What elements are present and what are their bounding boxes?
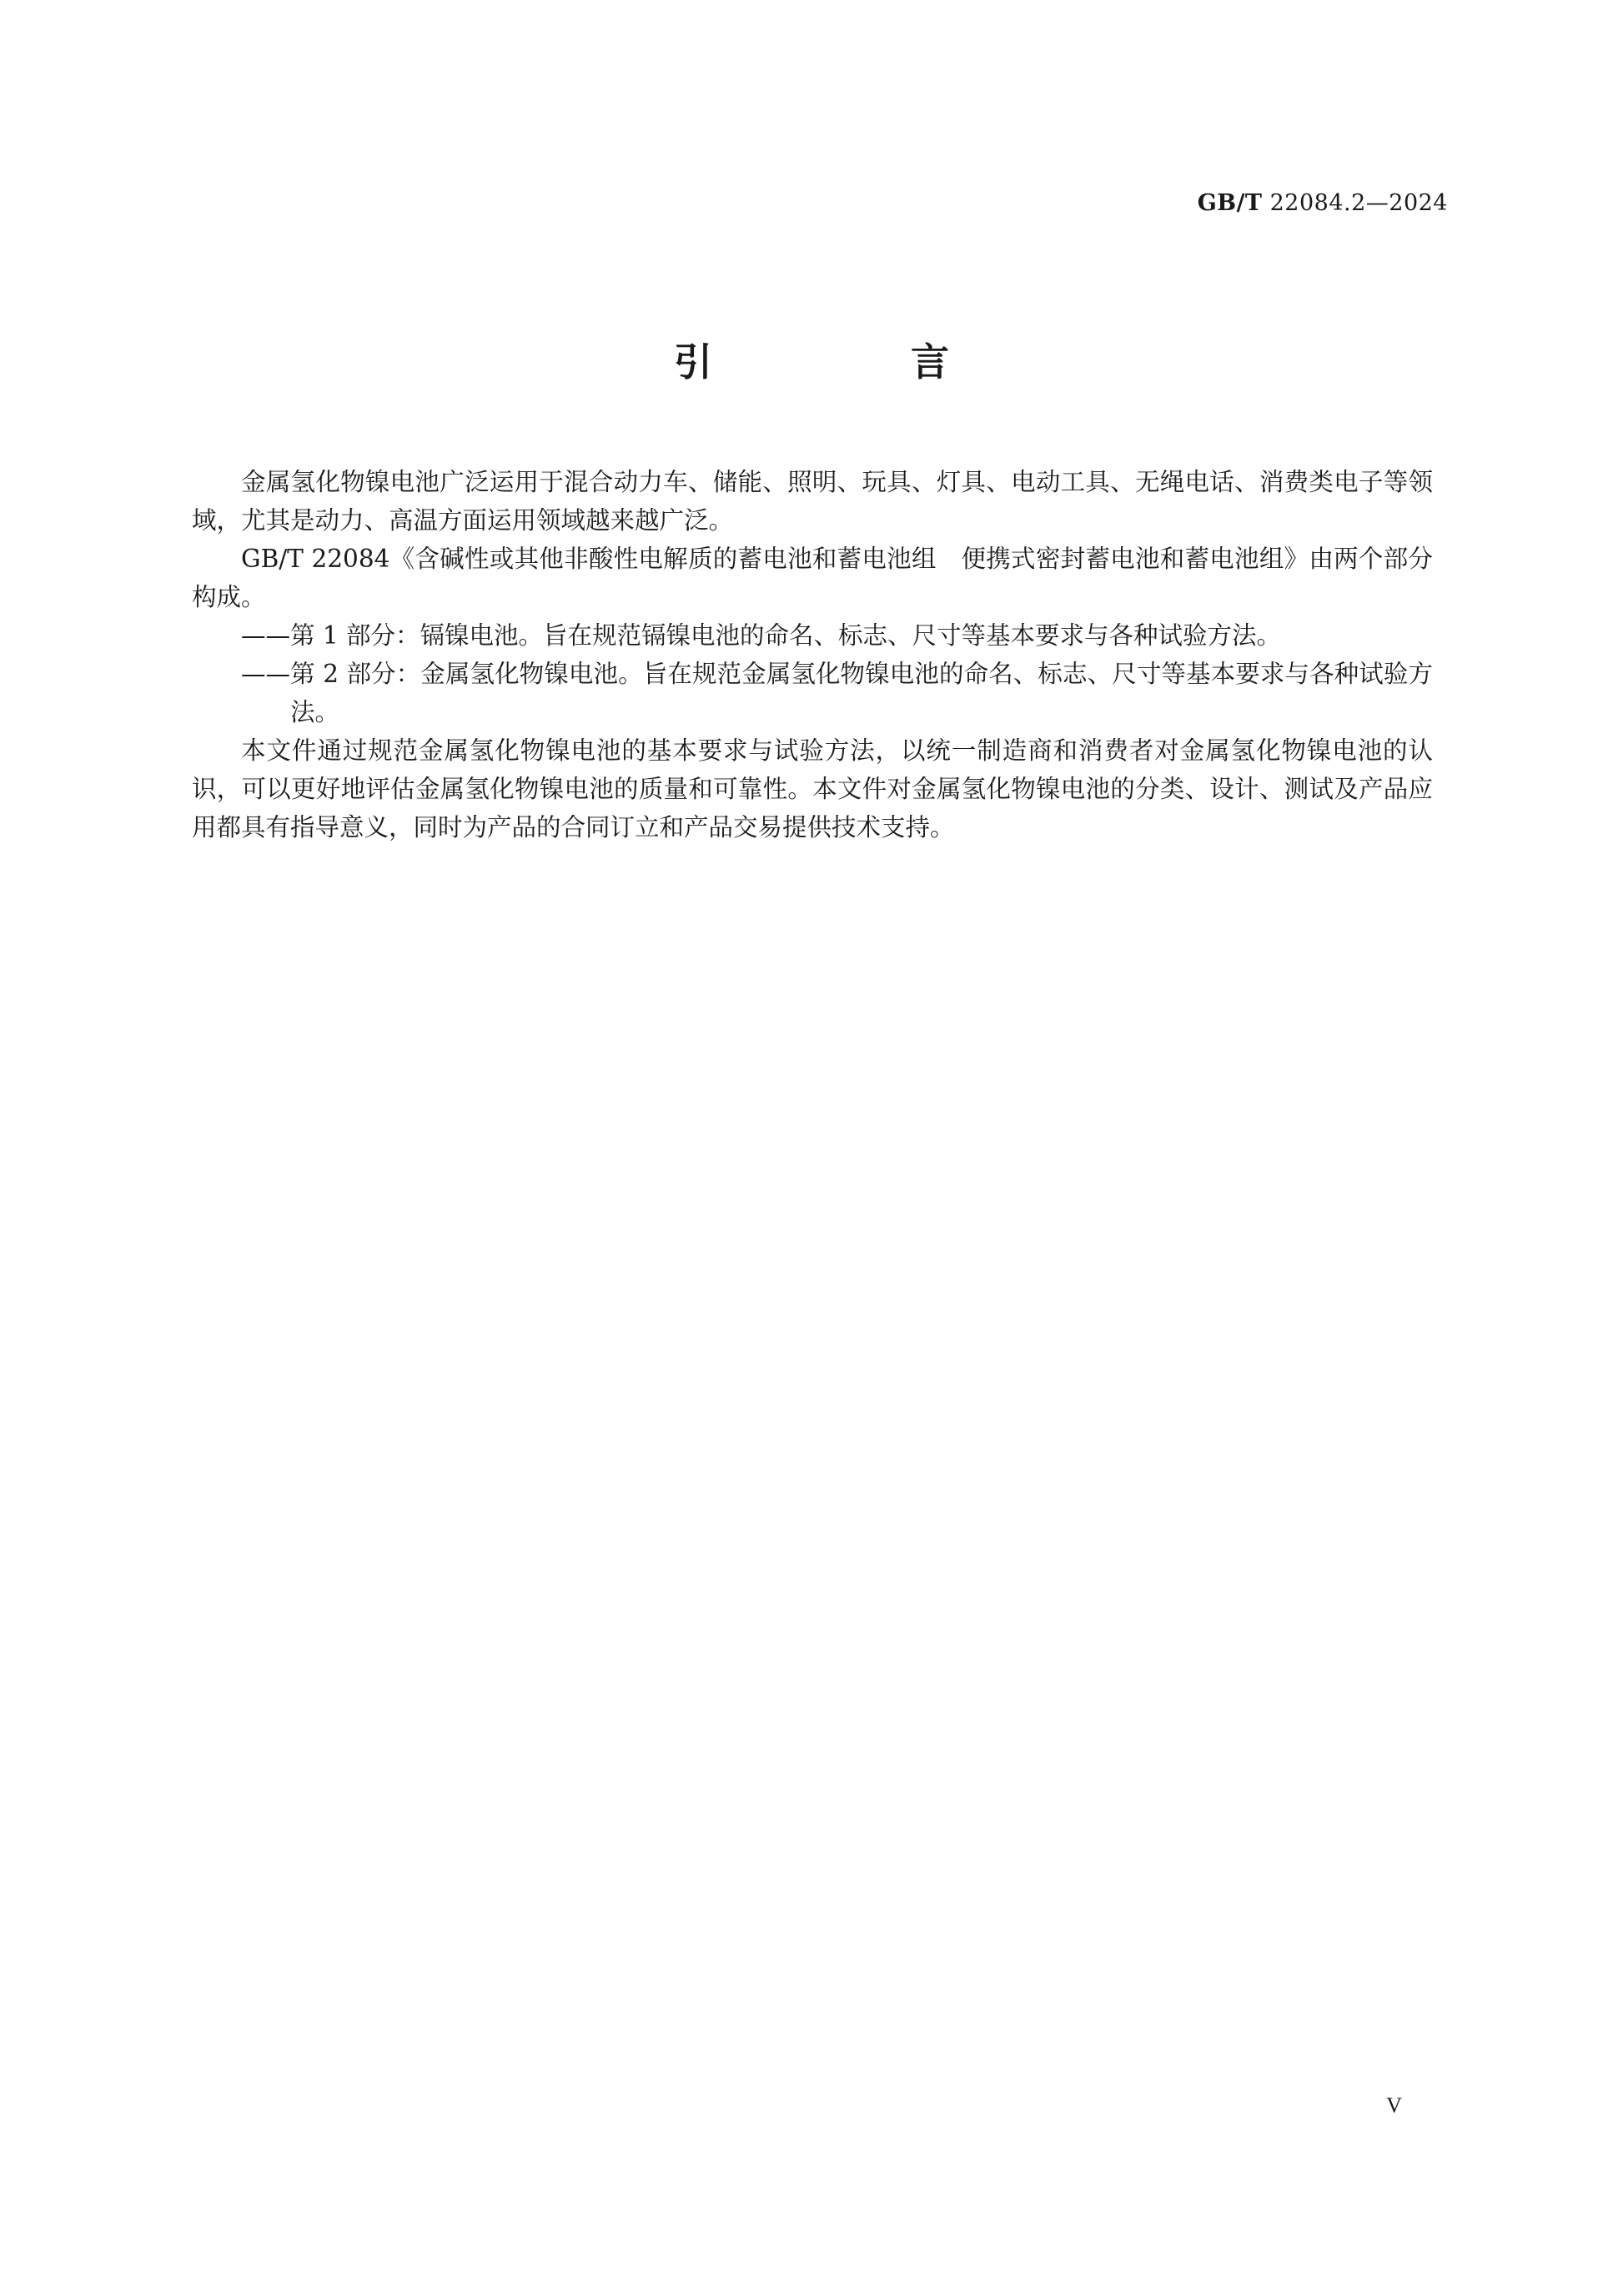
intro-paragraph-purpose: 本文件通过规范金属氢化物镍电池的基本要求与试验方法，以统一制造商和消费者对金属氢化物镍电池的认识，可以更好地评估金属氢化物镍电池的质量和可靠性。本文件对金属氢化物镍电池的分类、设计、测试及产品应用都具有指导意义，同时为产品的合同订立和产品交易提供技术支持。 (192, 736, 1433, 842)
standard-code-header (1198, 190, 1448, 216)
part-list-item-1: ——第 1 部分：镉镍电池。旨在规范镉镍电池的命名、标志、尺寸等基本要求与各种试验方法。 (241, 621, 1282, 650)
page-title: 引 言 (674, 339, 1029, 384)
standard-number: 22084.2—2024 (1269, 190, 1448, 216)
document-body (192, 463, 1433, 847)
part-list-item-2: ——第 2 部分：金属氢化物镍电池。旨在规范金属氢化物镍电池的命名、标志、尺寸等基本要求与各种试验方法。 (241, 660, 1433, 726)
page-number: V (1386, 2093, 1402, 2118)
intro-paragraph-applications: 金属氢化物镍电池广泛运用于混合动力车、储能、照明、玩具、灯具、电动工具、无绳电话、消费类电子等领域，尤其是动力、高温方面运用领域越来越广泛。 (192, 468, 1433, 535)
intro-paragraph-structure: GB/T 22084《含碱性或其他非酸性电解质的蓄电池和蓄电池组 便携式密封蓄电池和蓄电池组》由两个部分构成。 (192, 545, 1433, 611)
standard-prefix: GB/T (1197, 190, 1263, 216)
